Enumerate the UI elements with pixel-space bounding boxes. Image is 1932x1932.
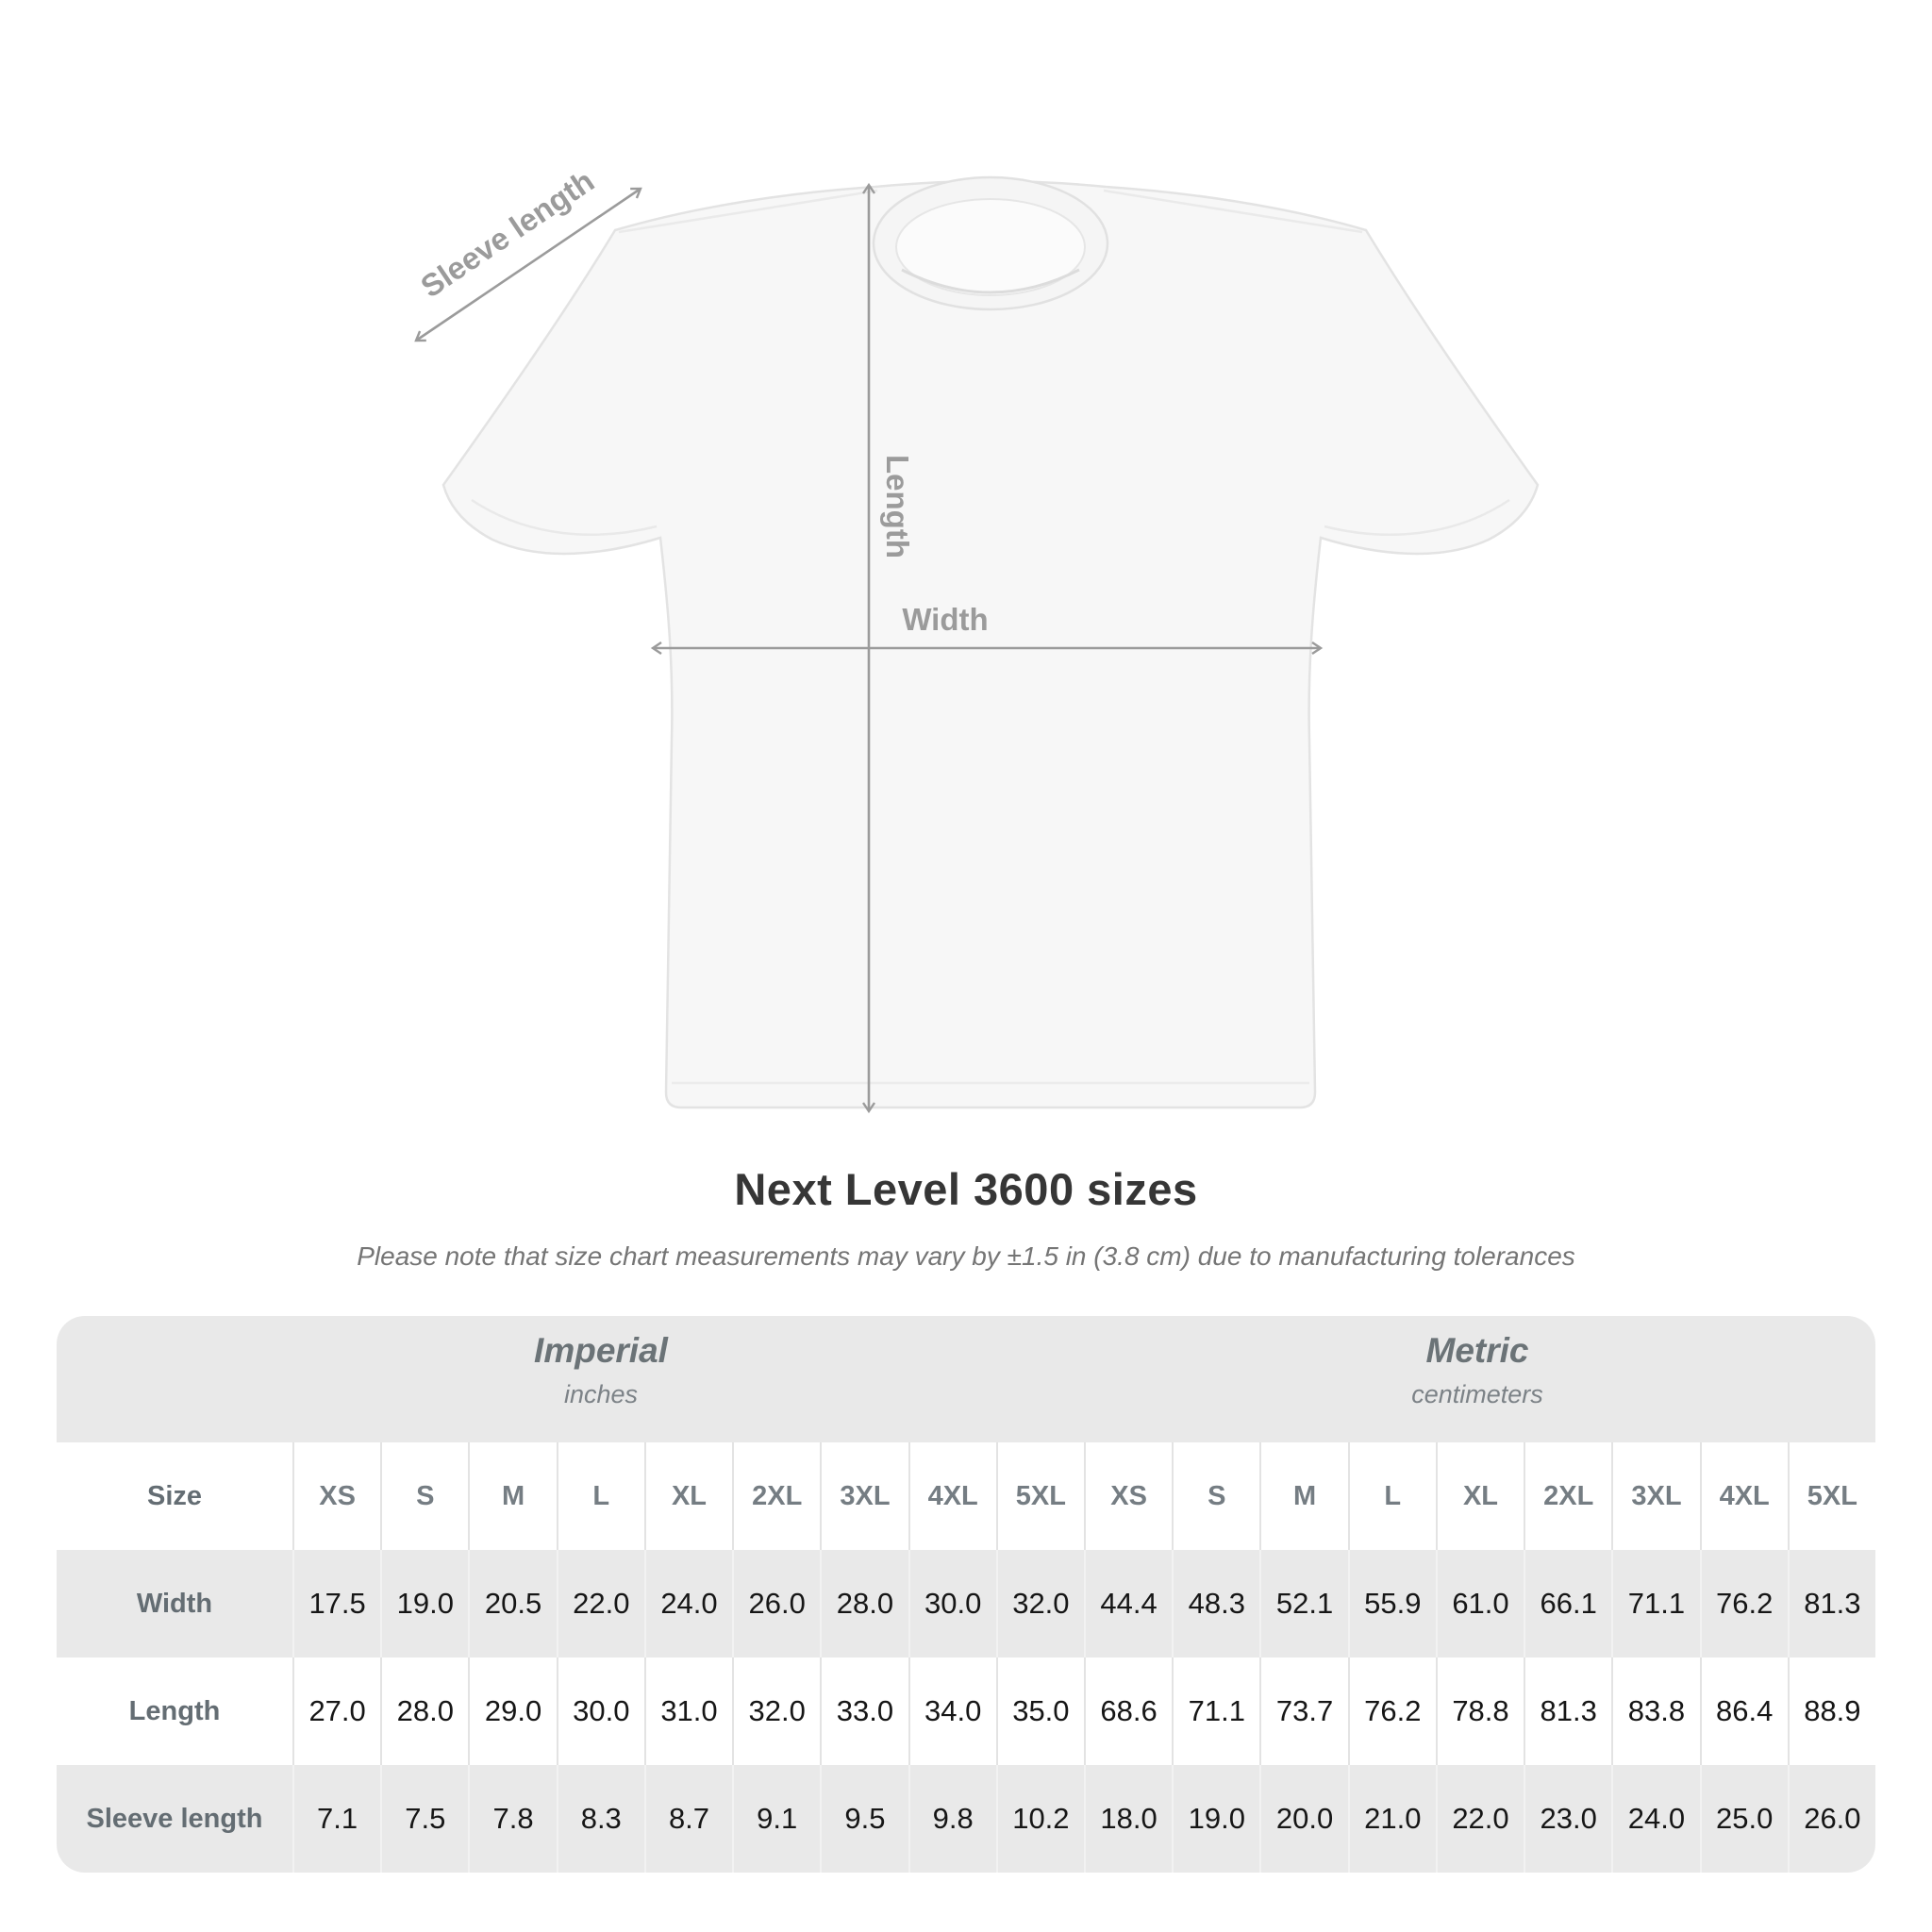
table-row (57, 1550, 1875, 1657)
row-label: Sleeve length (86, 1803, 263, 1834)
value-cell: 28.0 (820, 1550, 908, 1657)
value-cell: 27.0 (292, 1657, 380, 1765)
value-cell: 18.0 (1084, 1765, 1172, 1873)
value-cell: 76.2 (1348, 1657, 1436, 1765)
value-cell: 20.0 (1259, 1765, 1347, 1873)
row-label: Length (128, 1695, 221, 1726)
value-cell: 33.0 (820, 1657, 908, 1765)
value-cell: 26.0 (1788, 1765, 1875, 1873)
page-title: Next Level 3600 sizes (734, 1164, 1198, 1214)
table-row (57, 1657, 1875, 1765)
value-cell: 44.4 (1084, 1550, 1172, 1657)
value-cell: 26.0 (732, 1550, 820, 1657)
row-label: Width (136, 1588, 213, 1619)
table-row (57, 1442, 1875, 1550)
table-row (57, 1765, 1875, 1873)
length-label: Length (880, 455, 915, 558)
value-cell: 48.3 (1172, 1550, 1259, 1657)
value-cell: 29.0 (468, 1657, 556, 1765)
sleeve-length-label: Sleeve length (414, 162, 601, 305)
value-cell: 31.0 (644, 1657, 732, 1765)
size-table-grid (57, 1442, 1875, 1873)
size-column-header: Size (146, 1480, 203, 1511)
value-cell: 9.1 (732, 1765, 820, 1873)
value-cell: 76.2 (1700, 1550, 1788, 1657)
size-header-cell: 3XL (1611, 1442, 1699, 1550)
size-header-cell: XL (1436, 1442, 1524, 1550)
value-cell: 9.8 (908, 1765, 996, 1873)
metric-header (1411, 1316, 1543, 1407)
value-cell: 22.0 (557, 1550, 644, 1657)
value-cell: 35.0 (996, 1657, 1084, 1765)
value-cell: 32.0 (996, 1550, 1084, 1657)
value-cell: 81.3 (1788, 1550, 1875, 1657)
value-cell: 81.3 (1524, 1657, 1611, 1765)
value-cell: 20.5 (468, 1550, 556, 1657)
size-header-cell: XS (1084, 1442, 1172, 1550)
metric-unit: centimeters (1411, 1380, 1543, 1408)
tshirt-graphic (443, 177, 1538, 1108)
value-cell: 19.0 (1172, 1765, 1259, 1873)
value-cell: 61.0 (1436, 1550, 1524, 1657)
value-cell: 24.0 (644, 1550, 732, 1657)
size-table (57, 1316, 1875, 1873)
tolerance-note: Please note that size chart measurements may vary by ±1.5 in (3.8 cm) due to manufacturing tolerances (357, 1241, 1575, 1271)
value-cell: 78.8 (1436, 1657, 1524, 1765)
value-cell: 28.0 (380, 1657, 468, 1765)
value-cell: 71.1 (1611, 1550, 1699, 1657)
value-cell: 30.0 (557, 1657, 644, 1765)
value-cell: 86.4 (1700, 1657, 1788, 1765)
size-header-cell: S (1172, 1442, 1259, 1550)
value-cell: 25.0 (1700, 1765, 1788, 1873)
value-cell: 22.0 (1436, 1765, 1524, 1873)
size-header-cell: L (557, 1442, 644, 1550)
size-header-cell: 2XL (732, 1442, 820, 1550)
size-header-cell: L (1348, 1442, 1436, 1550)
value-cell: 24.0 (1611, 1765, 1699, 1873)
imperial-title: Imperial (534, 1331, 668, 1370)
imperial-header (534, 1316, 668, 1407)
value-cell: 71.1 (1172, 1657, 1259, 1765)
value-cell: 9.5 (820, 1765, 908, 1873)
value-cell: 19.0 (380, 1550, 468, 1657)
value-cell: 83.8 (1611, 1657, 1699, 1765)
size-header-cell: 4XL (908, 1442, 996, 1550)
value-cell: 8.3 (557, 1765, 644, 1873)
value-cell: 7.1 (292, 1765, 380, 1873)
value-cell: 7.5 (380, 1765, 468, 1873)
value-cell: 66.1 (1524, 1550, 1611, 1657)
size-header-cell: S (380, 1442, 468, 1550)
metric-title: Metric (1425, 1331, 1529, 1370)
imperial-unit: inches (563, 1380, 639, 1408)
size-header-cell: XL (644, 1442, 732, 1550)
value-cell: 8.7 (644, 1765, 732, 1873)
size-header-cell: 2XL (1524, 1442, 1611, 1550)
value-cell: 21.0 (1348, 1765, 1436, 1873)
value-cell: 32.0 (732, 1657, 820, 1765)
size-header-cell: 5XL (996, 1442, 1084, 1550)
size-header-cell: XS (292, 1442, 380, 1550)
value-cell: 34.0 (908, 1657, 996, 1765)
size-header-cell: 3XL (820, 1442, 908, 1550)
value-cell: 52.1 (1259, 1550, 1347, 1657)
value-cell: 7.8 (468, 1765, 556, 1873)
value-cell: 17.5 (292, 1550, 380, 1657)
value-cell: 68.6 (1084, 1657, 1172, 1765)
value-cell: 10.2 (996, 1765, 1084, 1873)
value-cell: 88.9 (1788, 1657, 1875, 1765)
value-cell: 55.9 (1348, 1550, 1436, 1657)
value-cell: 73.7 (1259, 1657, 1347, 1765)
size-header-cell: 5XL (1788, 1442, 1875, 1550)
size-header-cell: 4XL (1700, 1442, 1788, 1550)
width-label: Width (902, 602, 989, 637)
value-cell: 23.0 (1524, 1765, 1611, 1873)
unit-header-band (57, 1316, 1875, 1442)
size-header-cell: M (1259, 1442, 1347, 1550)
size-header-cell: M (468, 1442, 556, 1550)
value-cell: 30.0 (908, 1550, 996, 1657)
